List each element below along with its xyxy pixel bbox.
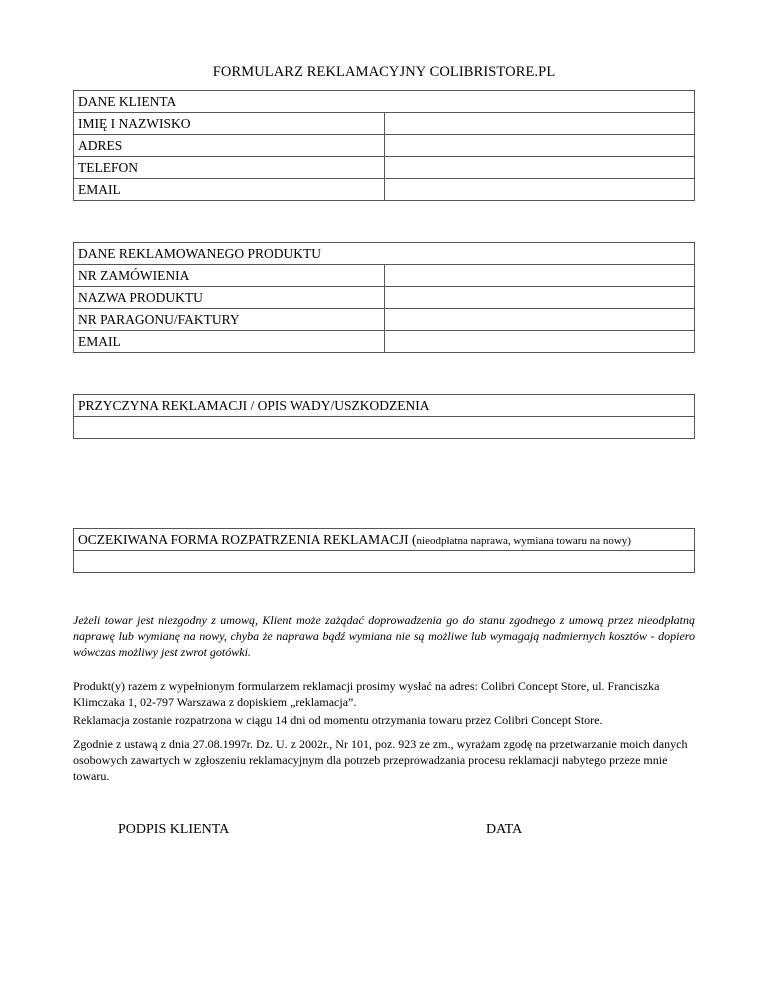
table-row <box>74 265 695 287</box>
name-field[interactable] <box>384 113 695 135</box>
expected-resolution-textarea[interactable] <box>74 551 695 573</box>
field-label-order-number: NR ZAMÓWIENIA <box>74 265 385 287</box>
field-label-email: EMAIL <box>74 179 385 201</box>
signature-label: PODPIS KLIENTA <box>118 822 230 837</box>
reason-textarea[interactable] <box>74 417 695 439</box>
table-row <box>74 179 695 201</box>
processing-info: Reklamacja zostanie rozpatrzona w ciągu 14 dni od momentu otrzymania towaru przez Colibri Concept Store. <box>73 713 603 727</box>
reason-section-header: PRZYCZYNA REKLAMACJI / OPIS WADY/USZKODZENIA <box>74 395 695 417</box>
expected-section-title: OCZEKIWANA FORMA ROZPATRZENIA REKLAMACJI ( <box>78 531 417 547</box>
table-row <box>74 157 695 179</box>
form-title: FORMULARZ REKLAMACYJNY COLIBRISTORE.PL <box>212 64 556 80</box>
table-row <box>74 309 695 331</box>
phone-field[interactable] <box>384 157 695 179</box>
expected-section-header <box>74 529 695 551</box>
field-label-product-name: NAZWA PRODUKTU <box>74 287 385 309</box>
field-label-phone: TELEFON <box>74 157 385 179</box>
product-section-header: DANE REKLAMOWANEGO PRODUKTU <box>74 243 695 265</box>
expected-section-note: nieodpłatna naprawa, wymiana towaru na nowy) <box>416 534 631 547</box>
table-row <box>74 135 695 157</box>
receipt-number-field[interactable] <box>384 309 695 331</box>
table-row <box>74 331 695 353</box>
product-data-table <box>73 242 695 353</box>
client-email-field[interactable] <box>384 179 695 201</box>
address-field[interactable] <box>384 135 695 157</box>
order-number-field[interactable] <box>384 265 695 287</box>
client-section-header: DANE KLIENTA <box>74 91 695 113</box>
product-email-field[interactable] <box>384 331 695 353</box>
client-data-table <box>73 90 695 201</box>
shipping-info: Produkt(y) razem z wypełnionym formularzem reklamacji prosimy wysłać na adres: Colibri Concept Store, ul. Franciszka Klimczaka 1, 02-797 Warszawa z dopiskiem „reklamacja”. <box>73 679 660 709</box>
consent-info: Zgodnie z ustawą z dnia 27.08.1997r. Dz. U. z 2002r., Nr 101, poz. 923 ze zm., wyrażam zgodę na przetwarzanie moich danych osobowych zawartych w zgłoszeniu reklamacyjnym dla potrzeb przeprowadzania procesu reklamacji nabytego przeze mnie towaru. <box>73 737 688 783</box>
field-label-product-email: EMAIL <box>74 331 385 353</box>
field-label-address: ADRES <box>74 135 385 157</box>
field-label-receipt-number: NR PARAGONU/FAKTURY <box>74 309 385 331</box>
field-label-name: IMIĘ I NAZWISKO <box>74 113 385 135</box>
product-name-field[interactable] <box>384 287 695 309</box>
date-label: DATA <box>486 822 523 837</box>
warranty-notice: Jeżeli towar jest niezgodny z umową, Klient może zażądać doprowadzenia go do stanu zgodnego z umową przez nieodpłatną naprawę lub wymianę na nowy, chyba że naprawa bądź wymiana nie są możliwe lub wymagają nadmiernych kosztów - dopiero wówczas możliwy jest zwrot gotówki. <box>73 613 695 659</box>
table-row <box>74 113 695 135</box>
table-row <box>74 287 695 309</box>
expected-resolution-table <box>73 528 695 573</box>
reason-table <box>73 394 695 439</box>
